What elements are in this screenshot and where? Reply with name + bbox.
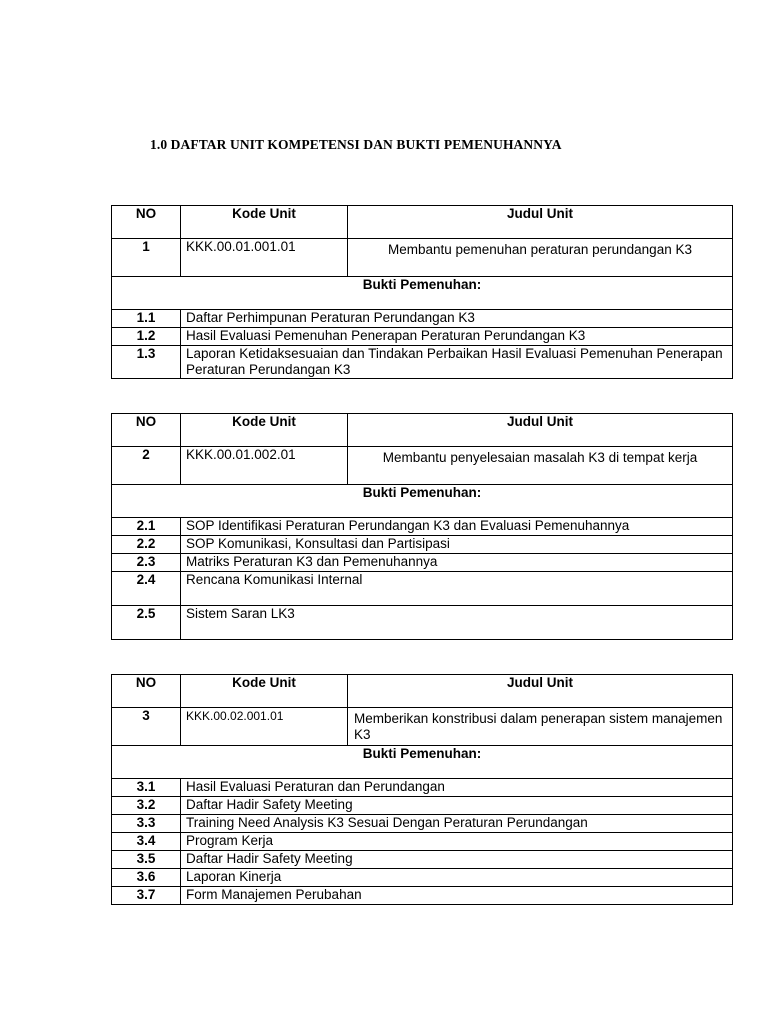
document-title: 1.0 DAFTAR UNIT KOMPETENSI DAN BUKTI PEMENUHANNYA <box>150 137 562 152</box>
evidence-text: Form Manajemen Perubahan <box>181 887 733 905</box>
evidence-number: 1.2 <box>112 328 181 346</box>
evidence-number: 3.6 <box>112 869 181 887</box>
evidence-row <box>112 518 733 536</box>
evidence-text: Training Need Analysis K3 Sesuai Dengan Peraturan Perundangan <box>181 815 733 833</box>
evidence-row <box>112 887 733 905</box>
header-row <box>112 414 733 447</box>
evidence-text: Sistem Saran LK3 <box>181 606 733 640</box>
evidence-number: 1.1 <box>112 310 181 328</box>
evidence-text: Rencana Komunikasi Internal <box>181 572 733 606</box>
header-row <box>112 675 733 708</box>
unit-number: 1 <box>112 239 181 277</box>
evidence-row <box>112 554 733 572</box>
evidence-row <box>112 346 733 379</box>
header-kode-unit: Kode Unit <box>181 414 348 447</box>
unit-code: KKK.00.01.002.01 <box>181 447 348 485</box>
unit-table-2 <box>111 413 733 640</box>
unit-title: Membantu penyelesaian masalah K3 di tempat kerja <box>348 447 733 485</box>
evidence-row <box>112 833 733 851</box>
header-judul-unit: Judul Unit <box>348 675 733 708</box>
evidence-text: Hasil Evaluasi Pemenuhan Penerapan Peraturan Perundangan K3 <box>181 328 733 346</box>
header-no: NO <box>112 675 181 708</box>
evidence-row <box>112 797 733 815</box>
evidence-row <box>112 606 733 640</box>
header-kode-unit: Kode Unit <box>181 675 348 708</box>
evidence-number: 3.4 <box>112 833 181 851</box>
evidence-number: 3.7 <box>112 887 181 905</box>
evidence-text: Daftar Hadir Safety Meeting <box>181 851 733 869</box>
evidence-row <box>112 572 733 606</box>
evidence-row <box>112 779 733 797</box>
evidence-text: Program Kerja <box>181 833 733 851</box>
bukti-row <box>112 746 733 779</box>
evidence-text: Laporan Ketidaksesuaian dan Tindakan Perbaikan Hasil Evaluasi Pemenuhan Penerapan Peraturan Perundangan K3 <box>181 346 733 379</box>
evidence-number: 2.4 <box>112 572 181 606</box>
evidence-number: 2.3 <box>112 554 181 572</box>
unit-table-1 <box>111 205 733 379</box>
header-judul-unit: Judul Unit <box>348 206 733 239</box>
evidence-text: SOP Identifikasi Peraturan Perundangan K3 dan Evaluasi Pemenuhannya <box>181 518 733 536</box>
header-row <box>112 206 733 239</box>
evidence-row <box>112 536 733 554</box>
evidence-text: Matriks Peraturan K3 dan Pemenuhannya <box>181 554 733 572</box>
unit-number: 2 <box>112 447 181 485</box>
bukti-row <box>112 485 733 518</box>
unit-code: KKK.00.02.001.01 <box>181 708 348 746</box>
bukti-label: Bukti Pemenuhan: <box>112 485 733 518</box>
evidence-text: Daftar Hadir Safety Meeting <box>181 797 733 815</box>
unit-title: Membantu pemenuhan peraturan perundangan K3 <box>348 239 733 277</box>
evidence-text: SOP Komunikasi, Konsultasi dan Partisipasi <box>181 536 733 554</box>
header-kode-unit: Kode Unit <box>181 206 348 239</box>
header-judul-unit: Judul Unit <box>348 414 733 447</box>
evidence-text: Daftar Perhimpunan Peraturan Perundangan K3 <box>181 310 733 328</box>
unit-row <box>112 447 733 485</box>
bukti-label: Bukti Pemenuhan: <box>112 277 733 310</box>
evidence-text: Laporan Kinerja <box>181 869 733 887</box>
evidence-text: Hasil Evaluasi Peraturan dan Perundangan <box>181 779 733 797</box>
evidence-number: 3.1 <box>112 779 181 797</box>
evidence-row <box>112 328 733 346</box>
evidence-row <box>112 310 733 328</box>
evidence-number: 2.1 <box>112 518 181 536</box>
evidence-row <box>112 815 733 833</box>
unit-title: Memberikan konstribusi dalam penerapan sistem manajemen K3 <box>348 708 733 746</box>
evidence-number: 2.5 <box>112 606 181 640</box>
unit-row <box>112 708 733 746</box>
unit-number: 3 <box>112 708 181 746</box>
unit-table-3 <box>111 674 733 905</box>
evidence-number: 1.3 <box>112 346 181 379</box>
bukti-row <box>112 277 733 310</box>
evidence-row <box>112 851 733 869</box>
bukti-label: Bukti Pemenuhan: <box>112 746 733 779</box>
evidence-row <box>112 869 733 887</box>
evidence-number: 3.2 <box>112 797 181 815</box>
evidence-number: 3.3 <box>112 815 181 833</box>
unit-row <box>112 239 733 277</box>
unit-code: KKK.00.01.001.01 <box>181 239 348 277</box>
evidence-number: 3.5 <box>112 851 181 869</box>
header-no: NO <box>112 414 181 447</box>
evidence-number: 2.2 <box>112 536 181 554</box>
header-no: NO <box>112 206 181 239</box>
